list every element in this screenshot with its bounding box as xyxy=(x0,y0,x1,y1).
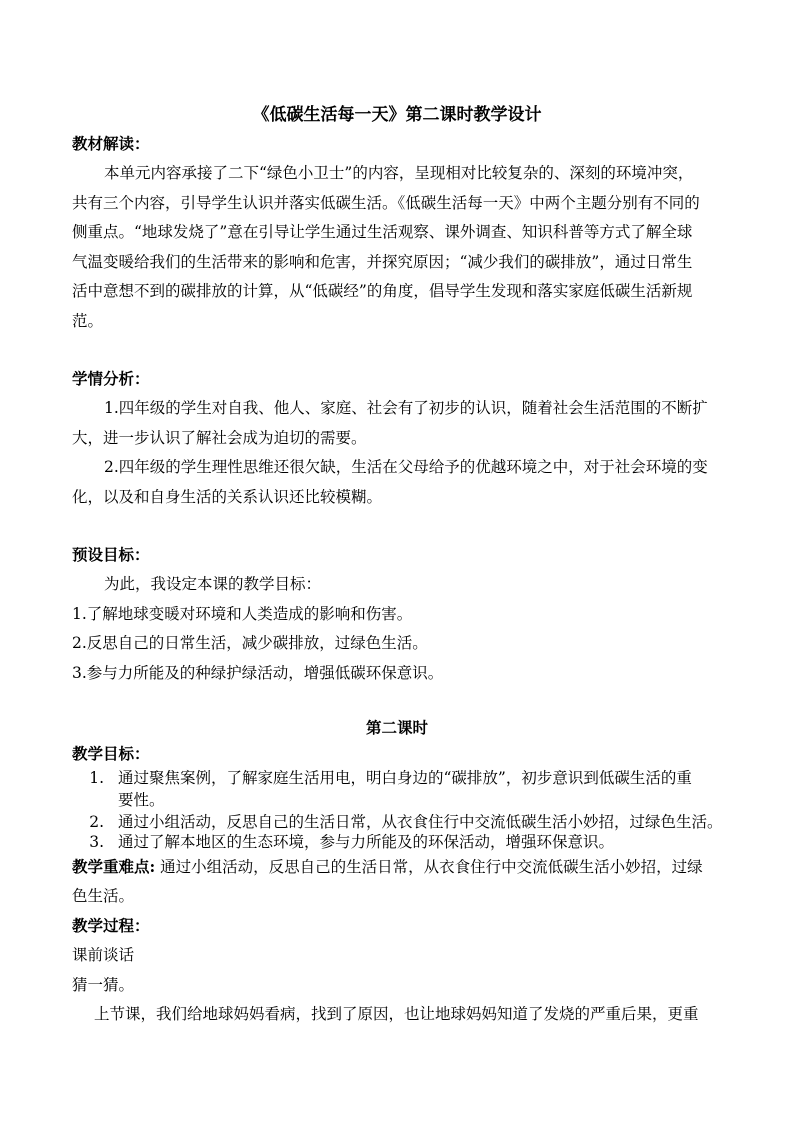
teaching-goal-item xyxy=(78,790,738,810)
section-heading-teaching-goals: 教学目标： xyxy=(72,744,150,763)
paragraph-line: 为此，我设定本课的教学目标： xyxy=(104,575,322,593)
lesson-title: 第二课时 xyxy=(365,718,428,737)
teaching-goal-item xyxy=(78,812,738,832)
goal-item: 2.反思自己的日常生活，减少碳排放，过绿色生活。 xyxy=(72,634,428,652)
paragraph-line: 2.四年级的学生理性思维还很欠缺，生活在父母给予的优越环境之中，对于社会环境的变 xyxy=(104,458,708,476)
section-heading-student-analysis: 学情分析： xyxy=(72,369,150,388)
section-heading-teaching-process: 教学过程： xyxy=(72,916,150,935)
paragraph-line: 本单元内容承接了二下“绿色小卫士”的内容，呈现相对比较复杂的、深刻的环境冲突， xyxy=(104,164,694,182)
paragraph-line: 范。 xyxy=(72,312,104,330)
paragraph-line: 上节课，我们给地球妈妈看病，找到了原因，也让地球妈妈知道了发烧的严重后果，更重 xyxy=(94,1005,699,1023)
list-text: 要性。 xyxy=(118,791,165,809)
section-heading-preset-goals: 预设目标： xyxy=(72,545,150,564)
paragraph-line: 共有三个内容，引导学生认识并落实低碳生活。《低碳生活每一天》中两个主题分别有不同的 xyxy=(72,194,700,212)
paragraph-line: 大，进一步认识了解社会成为迫切的需要。 xyxy=(72,429,367,447)
paragraph-line: 侧重点。“地球发烧了”意在引导让学生通过生活观察、课外调查、知识科普等方式了解全球 xyxy=(72,223,693,241)
section-heading-textbook-analysis: 教材解读： xyxy=(72,134,150,153)
paragraph-line: 化，以及和自身生活的关系认识还比较模糊。 xyxy=(72,488,383,506)
key-points-line xyxy=(72,857,732,877)
document-title: 《低碳生活每一天》第二课时教学设计 xyxy=(252,105,542,125)
paragraph-line: 活中意想不到的碳排放的计算，从“低碳经”的角度，倡导学生发现和落实家庭低碳生活新规 xyxy=(72,282,693,300)
list-text: 通过聚焦案例，了解家庭生活用电，明白身边的“碳排放”，初步意识到低碳生活的重 xyxy=(118,769,692,787)
list-text: 通过了解本地区的生态环境，参与力所能及的环保活动，增强环保意识。 xyxy=(118,833,615,851)
list-number: 2. xyxy=(89,813,104,831)
paragraph-line: 猜一猜。 xyxy=(72,976,135,994)
list-text: 通过小组活动，反思自己的生活日常，从衣食住行中交流低碳生活小妙招，过绿色生活。 xyxy=(118,813,723,831)
goal-item: 1.了解地球变暖对环境和人类造成的影响和伤害。 xyxy=(72,605,413,623)
paragraph-line: 气温变暖给我们的生活带来的影响和危害，并探究原因；“减少我们的碳排放”，通过日常生 xyxy=(72,253,693,271)
paragraph-line: 1.四年级的学生对自我、他人、家庭、社会有了初步的认识，随着社会生活范围的不断扩 xyxy=(104,399,708,417)
teaching-goal-item xyxy=(78,832,738,852)
paragraph-line: 色生活。 xyxy=(72,887,135,905)
paragraph-text: 通过小组活动，反思自己的生活日常，从衣食住行中交流低碳生活小妙招，过绿 xyxy=(160,858,703,876)
teaching-goal-item xyxy=(78,768,738,788)
section-heading-key-points: 教学重难点: xyxy=(72,857,156,876)
list-number: 3. xyxy=(89,833,104,851)
paragraph-line: 课前谈话 xyxy=(72,946,135,964)
list-number: 1. xyxy=(89,769,104,787)
goal-item: 3.参与力所能及的种绿护绿活动，增强低碳环保意识。 xyxy=(72,664,444,682)
